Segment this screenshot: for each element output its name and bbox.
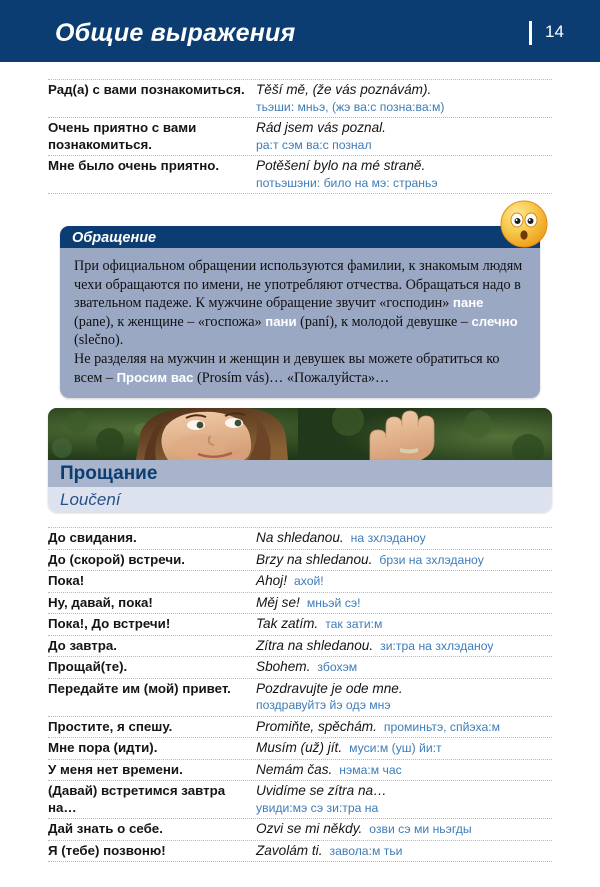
phrase-transcription: увиди:мэ сэ зи:тра на [256, 800, 379, 815]
info-box-address-forms [60, 226, 540, 398]
table-row [48, 679, 552, 717]
phrase-russian: Я (тебе) позвоню! [48, 842, 166, 858]
phrase-russian: Очень приятно с вами познакомиться. [48, 120, 197, 152]
phrase-czech-cell [256, 551, 552, 569]
phrase-transcription: на зхлэданоу [350, 531, 426, 545]
phrase-transcription: ахой! [293, 574, 324, 588]
phrase-czech: Promiňte, spěchám. [256, 718, 377, 734]
phrase-czech: Uvidíme se zítra na… [256, 783, 387, 798]
section-title-ru: Прощание [60, 462, 158, 484]
phrase-transcription: брзи на зхлэданоу [379, 552, 484, 567]
phrase-russian: До (скорой) встречи. [48, 551, 185, 567]
phrase-czech: Ahoj! [256, 573, 287, 588]
table-row [48, 550, 552, 572]
phrase-czech: Měj se! [256, 594, 300, 610]
info-text-6: (Prosím vás)… «Пожалуйста»… [193, 369, 390, 386]
phrase-czech: Tak zatím. [256, 616, 319, 631]
phrase-russian: Передайте им (мой) привет. [48, 680, 231, 696]
table-row [48, 156, 552, 194]
phrase-russian: Рад(а) с вами познакомиться. [48, 82, 245, 97]
phrase-russian: Мне пора (идти). [48, 740, 158, 755]
phrase-czech-cell [256, 842, 552, 860]
phrase-czech-cell [256, 761, 552, 779]
section-title-band-ru [48, 460, 552, 487]
info-highlight-pani: пани [265, 313, 297, 329]
phrase-table-greetings [48, 79, 552, 194]
phrase-transcription: потьэшэни: било на мэ: страньэ [256, 175, 438, 190]
phrase-transcription: мньэй сэ! [306, 595, 361, 610]
page-title: Общие выражения [55, 19, 296, 47]
table-row [48, 527, 552, 550]
phrase-transcription: збохэм [317, 660, 358, 674]
info-text-5: Не разделяя на мужчин и женщин и девушек вы можете обратиться ко всем – [74, 350, 500, 386]
table-row [48, 760, 552, 782]
phrase-czech: Sbohem. [256, 659, 311, 674]
table-row [48, 118, 552, 156]
phrase-czech: Zavolám ti. [256, 842, 323, 858]
table-row [48, 717, 552, 739]
phrase-transcription: завола:м тьи [329, 843, 403, 858]
page-number: 14 [545, 22, 564, 41]
phrase-russian: Мне было очень приятно. [48, 158, 220, 173]
phrase-russian: Ну, давай, пока! [48, 594, 153, 610]
phrase-czech-cell [256, 637, 552, 655]
phrase-czech: Musím (už) jít. [256, 740, 343, 755]
phrase-transcription: зи:тра на зхлэданоу [380, 638, 494, 653]
phrase-czech-cell [256, 782, 552, 816]
phrase-transcription: проминьтэ, спйэха:м [383, 719, 501, 734]
phrase-czech-cell [256, 820, 552, 838]
table-row [48, 571, 552, 593]
phrase-czech-cell [256, 718, 552, 736]
phrase-russian: Простите, я спешу. [48, 718, 173, 734]
section-title-cz: Loučení [60, 489, 121, 509]
table-row [48, 593, 552, 615]
phrase-czech-cell [256, 572, 552, 590]
info-text-1: При официальном обращении используются фамилии, к знакомым людям чехи обращаются по имени, не употребляют отчества. Обращаться надо в звательном падеже. К мужчине обращение звучит «господин» [74, 258, 523, 312]
info-highlight-slecno: слечно [471, 313, 518, 329]
info-box-body [60, 248, 540, 398]
phrase-czech: Nemám čas. [256, 761, 333, 777]
phrase-transcription: нэма:м час [339, 762, 402, 777]
phrase-czech-cell [256, 680, 552, 714]
phrase-czech: Brzy na shledanou. [256, 551, 373, 567]
phrase-transcription: поздравуйтэ йэ одэ мнэ [256, 698, 391, 712]
info-box-header [60, 226, 540, 248]
phrase-czech: Zítra na shledanou. [256, 637, 374, 653]
table-row [48, 841, 552, 863]
phrase-table-farewells [48, 527, 552, 862]
phrase-czech-cell [256, 739, 552, 757]
info-highlight-pane: пане [452, 295, 484, 311]
phrase-transcription: озви сэ ми ньэгды [369, 822, 472, 836]
phrase-czech-cell [256, 157, 552, 191]
phrase-czech: Rád jsem vás poznal. [256, 120, 386, 135]
phrase-czech-cell [256, 529, 552, 547]
phrase-czech-cell [256, 119, 552, 153]
table-row [48, 781, 552, 819]
phrase-russian: (Давай) встретимся завтра на… [48, 783, 226, 815]
section-title-band-cz [48, 487, 552, 512]
phrase-czech-cell [256, 658, 552, 676]
phrase-czech: Na shledanou. [256, 530, 344, 545]
phrase-transcription: так зати:м [325, 617, 383, 631]
phrase-transcription: муси:м (уш) йи:т [349, 741, 442, 755]
phrase-czech: Pozdravujte je ode mne. [256, 680, 403, 696]
phrase-transcription: ра:т сэм ва:с познал [256, 137, 372, 152]
phrase-czech-cell [256, 594, 552, 612]
woman-waving-photo [48, 408, 552, 460]
vertical-bar-icon [529, 21, 532, 45]
phrase-russian: Дай знать о себе. [48, 821, 163, 836]
phrase-czech: Potěšení bylo na mé straně. [256, 158, 426, 173]
phrase-russian: Пока! [48, 573, 85, 588]
info-text-4: (slečno). [74, 332, 124, 349]
info-text-3: (paní), к молодой девушке – [296, 313, 472, 330]
phrase-russian: Прощай(те). [48, 659, 128, 674]
phrase-russian: До свидания. [48, 530, 137, 545]
info-paragraph-1 [74, 258, 522, 348]
info-highlight-prosim-vas: Просим вас [116, 369, 194, 385]
phrase-czech: Ozvi se mi někdy. [256, 821, 363, 836]
astonished-face-icon [499, 199, 549, 249]
table-row [48, 79, 552, 118]
phrase-czech-cell [256, 615, 552, 633]
table-row [48, 636, 552, 658]
info-text-2: (pane), к женщине – «госпожа» [74, 313, 266, 330]
table-row [48, 614, 552, 636]
phrase-transcription: тьэши: мньэ, (жэ ва:с позна:ва:м) [256, 99, 445, 114]
section-farewells [48, 408, 552, 512]
table-row [48, 738, 552, 760]
info-paragraph-2 [74, 351, 499, 386]
info-box-title: Обращение [72, 230, 157, 246]
table-row [48, 657, 552, 679]
phrase-czech: Těší mě, (že vás poznávám). [256, 82, 432, 97]
phrase-czech-cell [256, 81, 552, 115]
phrase-russian: Пока!, До встречи! [48, 616, 171, 631]
table-row [48, 819, 552, 841]
phrase-russian: До завтра. [48, 637, 118, 653]
phrase-russian: У меня нет времени. [48, 761, 183, 777]
